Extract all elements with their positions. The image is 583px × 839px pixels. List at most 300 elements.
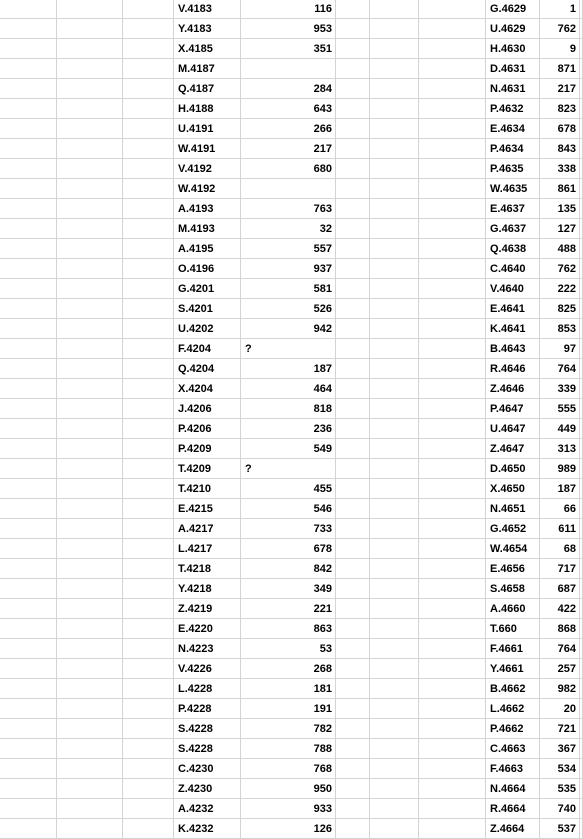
empty-cell[interactable] (123, 19, 174, 39)
code-cell[interactable]: S.4228 (174, 739, 241, 759)
empty-cell[interactable] (336, 819, 370, 839)
value-cell[interactable] (241, 179, 336, 199)
code-cell[interactable]: V.4226 (174, 659, 241, 679)
code-cell[interactable]: P.4206 (174, 419, 241, 439)
value-cell[interactable]: 680 (241, 159, 336, 179)
empty-cell[interactable] (57, 179, 123, 199)
empty-cell[interactable] (0, 199, 57, 219)
empty-cell[interactable] (370, 519, 419, 539)
empty-cell[interactable] (0, 499, 57, 519)
empty-cell[interactable] (419, 559, 486, 579)
empty-cell[interactable] (370, 119, 419, 139)
code-cell[interactable]: E.4220 (174, 619, 241, 639)
empty-cell[interactable] (336, 39, 370, 59)
code-cell[interactable]: P.4634 (486, 139, 540, 159)
code-cell[interactable]: B.4662 (486, 679, 540, 699)
empty-cell[interactable] (0, 19, 57, 39)
value-cell[interactable]: 546 (241, 499, 336, 519)
empty-cell[interactable] (57, 679, 123, 699)
value-cell[interactable]: 762 (540, 19, 580, 39)
code-cell[interactable]: T.660 (486, 619, 540, 639)
empty-cell[interactable] (123, 599, 174, 619)
empty-cell[interactable] (336, 79, 370, 99)
empty-cell[interactable] (419, 439, 486, 459)
empty-cell[interactable] (123, 619, 174, 639)
empty-cell[interactable] (419, 379, 486, 399)
empty-cell[interactable] (57, 799, 123, 819)
empty-cell[interactable] (419, 79, 486, 99)
empty-cell[interactable] (336, 359, 370, 379)
code-cell[interactable]: Z.4230 (174, 779, 241, 799)
empty-cell[interactable] (419, 259, 486, 279)
empty-cell[interactable] (336, 179, 370, 199)
empty-cell[interactable] (0, 159, 57, 179)
code-cell[interactable]: Y.4218 (174, 579, 241, 599)
empty-cell[interactable] (0, 739, 57, 759)
empty-cell[interactable] (370, 719, 419, 739)
empty-cell[interactable] (123, 319, 174, 339)
empty-cell[interactable] (419, 819, 486, 839)
value-cell[interactable]: 222 (540, 279, 580, 299)
code-cell[interactable]: Z.4664 (486, 819, 540, 839)
empty-cell[interactable] (370, 439, 419, 459)
empty-cell[interactable] (370, 79, 419, 99)
empty-cell[interactable] (123, 759, 174, 779)
value-cell[interactable]: 982 (540, 679, 580, 699)
code-cell[interactable]: D.4650 (486, 459, 540, 479)
code-cell[interactable]: W.4191 (174, 139, 241, 159)
empty-cell[interactable] (123, 179, 174, 199)
empty-cell[interactable] (0, 319, 57, 339)
empty-cell[interactable] (336, 119, 370, 139)
empty-cell[interactable] (370, 559, 419, 579)
value-cell[interactable]: 66 (540, 499, 580, 519)
value-cell[interactable]: 422 (540, 599, 580, 619)
code-cell[interactable]: N.4664 (486, 779, 540, 799)
code-cell[interactable]: P.4209 (174, 439, 241, 459)
empty-cell[interactable] (419, 99, 486, 119)
code-cell[interactable]: S.4228 (174, 719, 241, 739)
code-cell[interactable]: V.4192 (174, 159, 241, 179)
empty-cell[interactable] (336, 379, 370, 399)
empty-cell[interactable] (123, 399, 174, 419)
empty-cell[interactable] (0, 279, 57, 299)
empty-cell[interactable] (419, 619, 486, 639)
code-cell[interactable]: O.4196 (174, 259, 241, 279)
value-cell[interactable]: 339 (540, 379, 580, 399)
empty-cell[interactable] (419, 459, 486, 479)
code-cell[interactable]: Q.4204 (174, 359, 241, 379)
code-cell[interactable]: A.4193 (174, 199, 241, 219)
empty-cell[interactable] (57, 399, 123, 419)
empty-cell[interactable] (419, 19, 486, 39)
empty-cell[interactable] (57, 19, 123, 39)
code-cell[interactable]: Z.4647 (486, 439, 540, 459)
empty-cell[interactable] (123, 419, 174, 439)
empty-cell[interactable] (0, 139, 57, 159)
empty-cell[interactable] (370, 599, 419, 619)
empty-cell[interactable] (336, 0, 370, 19)
code-cell[interactable]: U.4629 (486, 19, 540, 39)
empty-cell[interactable] (57, 259, 123, 279)
code-cell[interactable]: G.4201 (174, 279, 241, 299)
empty-cell[interactable] (419, 239, 486, 259)
empty-cell[interactable] (370, 179, 419, 199)
empty-cell[interactable] (123, 539, 174, 559)
empty-cell[interactable] (370, 459, 419, 479)
value-cell[interactable]: 268 (241, 659, 336, 679)
empty-cell[interactable] (57, 659, 123, 679)
empty-cell[interactable] (123, 39, 174, 59)
empty-cell[interactable] (336, 519, 370, 539)
empty-cell[interactable] (0, 759, 57, 779)
code-cell[interactable]: C.4230 (174, 759, 241, 779)
value-cell[interactable]: 942 (241, 319, 336, 339)
empty-cell[interactable] (419, 139, 486, 159)
empty-cell[interactable] (123, 79, 174, 99)
value-cell[interactable]: 871 (540, 59, 580, 79)
code-cell[interactable]: L.4217 (174, 539, 241, 559)
empty-cell[interactable] (419, 779, 486, 799)
value-cell[interactable]: 537 (540, 819, 580, 839)
empty-cell[interactable] (57, 299, 123, 319)
empty-cell[interactable] (0, 379, 57, 399)
value-cell[interactable]: 351 (241, 39, 336, 59)
empty-cell[interactable] (419, 739, 486, 759)
value-cell[interactable]: 933 (241, 799, 336, 819)
empty-cell[interactable] (0, 439, 57, 459)
code-cell[interactable]: U.4647 (486, 419, 540, 439)
value-cell[interactable]: 313 (540, 439, 580, 459)
empty-cell[interactable] (123, 519, 174, 539)
empty-cell[interactable] (370, 679, 419, 699)
code-cell[interactable]: Z.4219 (174, 599, 241, 619)
empty-cell[interactable] (336, 339, 370, 359)
value-cell[interactable]: 764 (540, 639, 580, 659)
code-cell[interactable]: P.4635 (486, 159, 540, 179)
value-cell[interactable]: 32 (241, 219, 336, 239)
empty-cell[interactable] (419, 339, 486, 359)
empty-cell[interactable] (123, 139, 174, 159)
code-cell[interactable]: A.4195 (174, 239, 241, 259)
empty-cell[interactable] (419, 59, 486, 79)
empty-cell[interactable] (370, 39, 419, 59)
empty-cell[interactable] (123, 739, 174, 759)
empty-cell[interactable] (419, 799, 486, 819)
value-cell[interactable]: 284 (241, 79, 336, 99)
empty-cell[interactable] (123, 719, 174, 739)
value-cell[interactable]: 68 (540, 539, 580, 559)
empty-cell[interactable] (419, 639, 486, 659)
code-cell[interactable]: P.4662 (486, 719, 540, 739)
empty-cell[interactable] (370, 819, 419, 839)
empty-cell[interactable] (57, 599, 123, 619)
empty-cell[interactable] (370, 59, 419, 79)
empty-cell[interactable] (370, 199, 419, 219)
empty-cell[interactable] (370, 379, 419, 399)
empty-cell[interactable] (57, 779, 123, 799)
empty-cell[interactable] (57, 699, 123, 719)
empty-cell[interactable] (57, 539, 123, 559)
empty-cell[interactable] (57, 359, 123, 379)
empty-cell[interactable] (57, 379, 123, 399)
empty-cell[interactable] (370, 99, 419, 119)
code-cell[interactable]: G.4629 (486, 0, 540, 19)
value-cell[interactable]: 863 (241, 619, 336, 639)
empty-cell[interactable] (370, 259, 419, 279)
value-cell[interactable]: 687 (540, 579, 580, 599)
code-cell[interactable]: V.4640 (486, 279, 540, 299)
empty-cell[interactable] (123, 239, 174, 259)
code-cell[interactable]: P.4632 (486, 99, 540, 119)
empty-cell[interactable] (0, 519, 57, 539)
empty-cell[interactable] (336, 299, 370, 319)
code-cell[interactable]: Q.4638 (486, 239, 540, 259)
value-cell-unknown[interactable]: ? (241, 339, 336, 359)
code-cell[interactable]: C.4663 (486, 739, 540, 759)
empty-cell[interactable] (336, 159, 370, 179)
code-cell[interactable]: T.4218 (174, 559, 241, 579)
empty-cell[interactable] (336, 719, 370, 739)
value-cell[interactable]: 717 (540, 559, 580, 579)
empty-cell[interactable] (336, 419, 370, 439)
empty-cell[interactable] (123, 339, 174, 359)
empty-cell[interactable] (370, 539, 419, 559)
empty-cell[interactable] (57, 219, 123, 239)
empty-cell[interactable] (419, 219, 486, 239)
empty-cell[interactable] (123, 99, 174, 119)
empty-cell[interactable] (370, 359, 419, 379)
empty-cell[interactable] (336, 659, 370, 679)
empty-cell[interactable] (0, 39, 57, 59)
empty-cell[interactable] (0, 419, 57, 439)
value-cell[interactable]: 768 (241, 759, 336, 779)
value-cell[interactable]: 464 (241, 379, 336, 399)
empty-cell[interactable] (57, 559, 123, 579)
empty-cell[interactable] (0, 579, 57, 599)
value-cell[interactable]: 221 (241, 599, 336, 619)
value-cell[interactable]: 843 (540, 139, 580, 159)
empty-cell[interactable] (336, 439, 370, 459)
empty-cell[interactable] (57, 99, 123, 119)
empty-cell[interactable] (336, 219, 370, 239)
empty-cell[interactable] (57, 279, 123, 299)
empty-cell[interactable] (57, 439, 123, 459)
code-cell[interactable]: R.4646 (486, 359, 540, 379)
empty-cell[interactable] (419, 699, 486, 719)
value-cell[interactable]: 187 (241, 359, 336, 379)
value-cell[interactable]: 217 (241, 139, 336, 159)
empty-cell[interactable] (419, 479, 486, 499)
value-cell[interactable]: 338 (540, 159, 580, 179)
value-cell[interactable]: 349 (241, 579, 336, 599)
empty-cell[interactable] (0, 99, 57, 119)
empty-cell[interactable] (419, 539, 486, 559)
code-cell[interactable]: Q.4187 (174, 79, 241, 99)
empty-cell[interactable] (419, 399, 486, 419)
value-cell[interactable]: 488 (540, 239, 580, 259)
empty-cell[interactable] (336, 199, 370, 219)
value-cell[interactable]: 953 (241, 19, 336, 39)
empty-cell[interactable] (336, 279, 370, 299)
code-cell[interactable]: X.4185 (174, 39, 241, 59)
empty-cell[interactable] (370, 239, 419, 259)
empty-cell[interactable] (123, 199, 174, 219)
code-cell[interactable]: R.4664 (486, 799, 540, 819)
empty-cell[interactable] (419, 359, 486, 379)
empty-cell[interactable] (57, 239, 123, 259)
empty-cell[interactable] (336, 19, 370, 39)
empty-cell[interactable] (370, 639, 419, 659)
empty-cell[interactable] (57, 59, 123, 79)
value-cell[interactable]: 740 (540, 799, 580, 819)
code-cell[interactable]: Y.4661 (486, 659, 540, 679)
code-cell[interactable]: H.4188 (174, 99, 241, 119)
value-cell[interactable]: 853 (540, 319, 580, 339)
code-cell[interactable]: M.4187 (174, 59, 241, 79)
empty-cell[interactable] (123, 779, 174, 799)
empty-cell[interactable] (336, 799, 370, 819)
empty-cell[interactable] (419, 39, 486, 59)
empty-cell[interactable] (419, 679, 486, 699)
empty-cell[interactable] (123, 559, 174, 579)
empty-cell[interactable] (336, 599, 370, 619)
empty-cell[interactable] (419, 519, 486, 539)
code-cell[interactable]: E.4641 (486, 299, 540, 319)
empty-cell[interactable] (419, 199, 486, 219)
empty-cell[interactable] (0, 79, 57, 99)
value-cell[interactable]: 678 (540, 119, 580, 139)
empty-cell[interactable] (336, 59, 370, 79)
empty-cell[interactable] (336, 399, 370, 419)
code-cell[interactable]: H.4630 (486, 39, 540, 59)
empty-cell[interactable] (419, 499, 486, 519)
empty-cell[interactable] (0, 219, 57, 239)
empty-cell[interactable] (0, 599, 57, 619)
value-cell[interactable]: 823 (540, 99, 580, 119)
code-cell[interactable]: N.4631 (486, 79, 540, 99)
empty-cell[interactable] (0, 459, 57, 479)
empty-cell[interactable] (336, 679, 370, 699)
empty-cell[interactable] (57, 759, 123, 779)
empty-cell[interactable] (57, 819, 123, 839)
code-cell[interactable]: E.4634 (486, 119, 540, 139)
empty-cell[interactable] (370, 319, 419, 339)
empty-cell[interactable] (123, 0, 174, 19)
empty-cell[interactable] (123, 659, 174, 679)
code-cell[interactable]: W.4654 (486, 539, 540, 559)
empty-cell[interactable] (370, 479, 419, 499)
empty-cell[interactable] (123, 379, 174, 399)
code-cell[interactable]: S.4658 (486, 579, 540, 599)
value-cell[interactable]: 818 (241, 399, 336, 419)
code-cell[interactable]: K.4232 (174, 819, 241, 839)
code-cell[interactable]: F.4204 (174, 339, 241, 359)
value-cell[interactable]: 135 (540, 199, 580, 219)
empty-cell[interactable] (370, 759, 419, 779)
value-cell[interactable]: 187 (540, 479, 580, 499)
value-cell[interactable]: 9 (540, 39, 580, 59)
empty-cell[interactable] (419, 119, 486, 139)
code-cell[interactable]: J.4206 (174, 399, 241, 419)
empty-cell[interactable] (123, 639, 174, 659)
empty-cell[interactable] (123, 499, 174, 519)
empty-cell[interactable] (123, 579, 174, 599)
empty-cell[interactable] (57, 39, 123, 59)
empty-cell[interactable] (0, 359, 57, 379)
empty-cell[interactable] (57, 199, 123, 219)
value-cell[interactable]: 257 (540, 659, 580, 679)
value-cell[interactable]: 733 (241, 519, 336, 539)
empty-cell[interactable] (336, 499, 370, 519)
empty-cell[interactable] (419, 659, 486, 679)
empty-cell[interactable] (336, 539, 370, 559)
code-cell[interactable]: G.4652 (486, 519, 540, 539)
empty-cell[interactable] (370, 619, 419, 639)
empty-cell[interactable] (336, 139, 370, 159)
empty-cell[interactable] (57, 459, 123, 479)
empty-cell[interactable] (0, 799, 57, 819)
empty-cell[interactable] (57, 119, 123, 139)
code-cell[interactable]: W.4635 (486, 179, 540, 199)
value-cell[interactable]: 861 (540, 179, 580, 199)
empty-cell[interactable] (57, 159, 123, 179)
empty-cell[interactable] (0, 819, 57, 839)
empty-cell[interactable] (419, 579, 486, 599)
empty-cell[interactable] (370, 739, 419, 759)
empty-cell[interactable] (57, 719, 123, 739)
empty-cell[interactable] (370, 0, 419, 19)
value-cell[interactable]: 842 (241, 559, 336, 579)
empty-cell[interactable] (0, 59, 57, 79)
value-cell[interactable]: 367 (540, 739, 580, 759)
empty-cell[interactable] (336, 579, 370, 599)
empty-cell[interactable] (370, 299, 419, 319)
empty-cell[interactable] (370, 499, 419, 519)
empty-cell[interactable] (57, 619, 123, 639)
value-cell[interactable]: 535 (540, 779, 580, 799)
empty-cell[interactable] (0, 399, 57, 419)
empty-cell[interactable] (336, 479, 370, 499)
empty-cell[interactable] (123, 259, 174, 279)
code-cell[interactable]: X.4650 (486, 479, 540, 499)
empty-cell[interactable] (336, 319, 370, 339)
code-cell[interactable]: S.4201 (174, 299, 241, 319)
code-cell[interactable]: B.4643 (486, 339, 540, 359)
code-cell[interactable]: P.4228 (174, 699, 241, 719)
empty-cell[interactable] (123, 819, 174, 839)
empty-cell[interactable] (419, 299, 486, 319)
code-cell[interactable]: G.4637 (486, 219, 540, 239)
empty-cell[interactable] (336, 459, 370, 479)
empty-cell[interactable] (0, 179, 57, 199)
empty-cell[interactable] (57, 419, 123, 439)
value-cell[interactable]: 678 (241, 539, 336, 559)
code-cell[interactable]: A.4660 (486, 599, 540, 619)
empty-cell[interactable] (370, 19, 419, 39)
value-cell[interactable]: 763 (241, 199, 336, 219)
empty-cell[interactable] (336, 639, 370, 659)
empty-cell[interactable] (0, 259, 57, 279)
code-cell[interactable]: L.4662 (486, 699, 540, 719)
code-cell[interactable]: W.4192 (174, 179, 241, 199)
code-cell[interactable]: M.4193 (174, 219, 241, 239)
value-cell-unknown[interactable]: ? (241, 459, 336, 479)
empty-cell[interactable] (336, 759, 370, 779)
value-cell[interactable]: 782 (241, 719, 336, 739)
value-cell[interactable]: 1 (540, 0, 580, 19)
empty-cell[interactable] (336, 739, 370, 759)
